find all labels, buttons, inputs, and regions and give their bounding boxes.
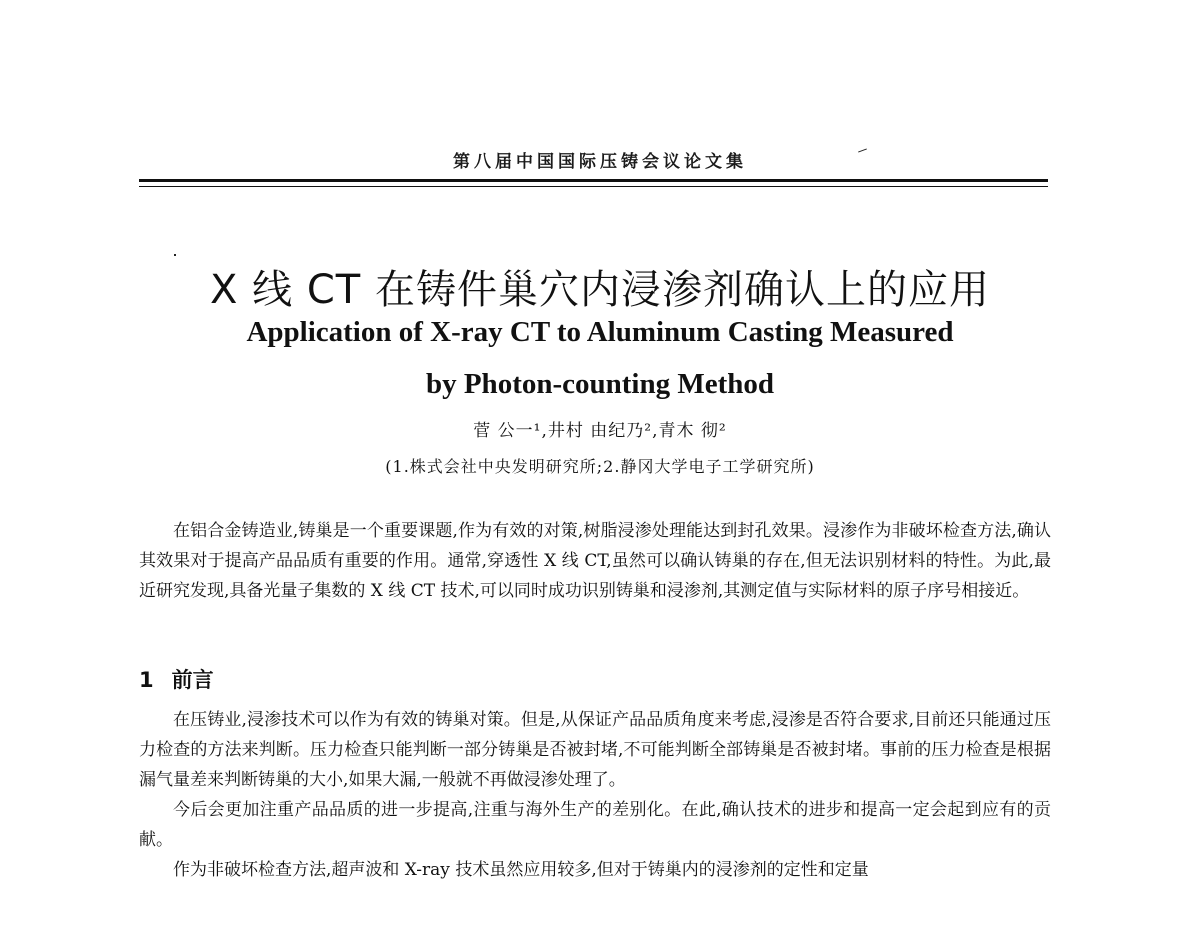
header-rule-thick xyxy=(139,179,1048,182)
abstract xyxy=(139,516,1051,606)
title-english-line1: Application of X-ray CT to Aluminum Casting Measured xyxy=(246,316,954,348)
abstract-text: 在铝合金铸造业,铸巢是一个重要课题,作为有效的对策,树脂浸渗处理能达到封孔效果。浸渗作为非破坏检查方法,确认其效果对于提高产品品质有重要的作用。通常,穿透性 X 线 CT,虽然可以确认铸巢的存在,但无法识别材料的特性。为此,最近研究发现,具备光量子集数的 X 线 CT 技术,可以同时成功识别铸巢和浸渗剂,其测定值与实际材料的原子序号相接近。 xyxy=(139,521,1051,601)
title-chinese: X 线 CT 在铸件巢穴内浸渗剂确认上的应用 xyxy=(210,267,990,313)
scan-dot xyxy=(174,254,176,256)
header-rule-thin xyxy=(139,186,1048,187)
affiliations: (1.株式会社中央发明研究所;2.静冈大学电子工学研究所) xyxy=(385,457,815,476)
section-heading xyxy=(139,664,214,694)
paragraph: 作为非破坏检查方法,超声波和 X-ray 技术虽然应用较多,但对于铸巢内的浸渗剂的定性和定量 xyxy=(173,860,869,880)
paragraph: 今后会更加注重产品品质的进一步提高,注重与海外生产的差别化。在此,确认技术的进步和提高一定会起到应有的贡献。 xyxy=(139,800,1051,850)
section-title: 前言 xyxy=(171,668,214,692)
author-list: 菅 公一¹,井村 由纪乃²,青木 彻² xyxy=(473,421,727,441)
paragraph: 在压铸业,浸渗技术可以作为有效的铸巢对策。但是,从保证产品品质角度来考虑,浸渗是否符合要求,目前还只能通过压力检查的方法来判断。压力检查只能判断一部分铸巢是否被封堵,不可能判断全部铸巢是否被封堵。事前的压力检查是根据漏气量差来判断铸巢的大小,如果大漏,一般就不再做浸渗处理了。 xyxy=(139,710,1051,790)
running-head: 第八届中国国际压铸会议论文集 xyxy=(453,152,747,172)
title-english-line2: by Photon-counting Method xyxy=(425,368,775,400)
section-number: 1 xyxy=(139,668,154,692)
section-body xyxy=(139,705,1051,885)
